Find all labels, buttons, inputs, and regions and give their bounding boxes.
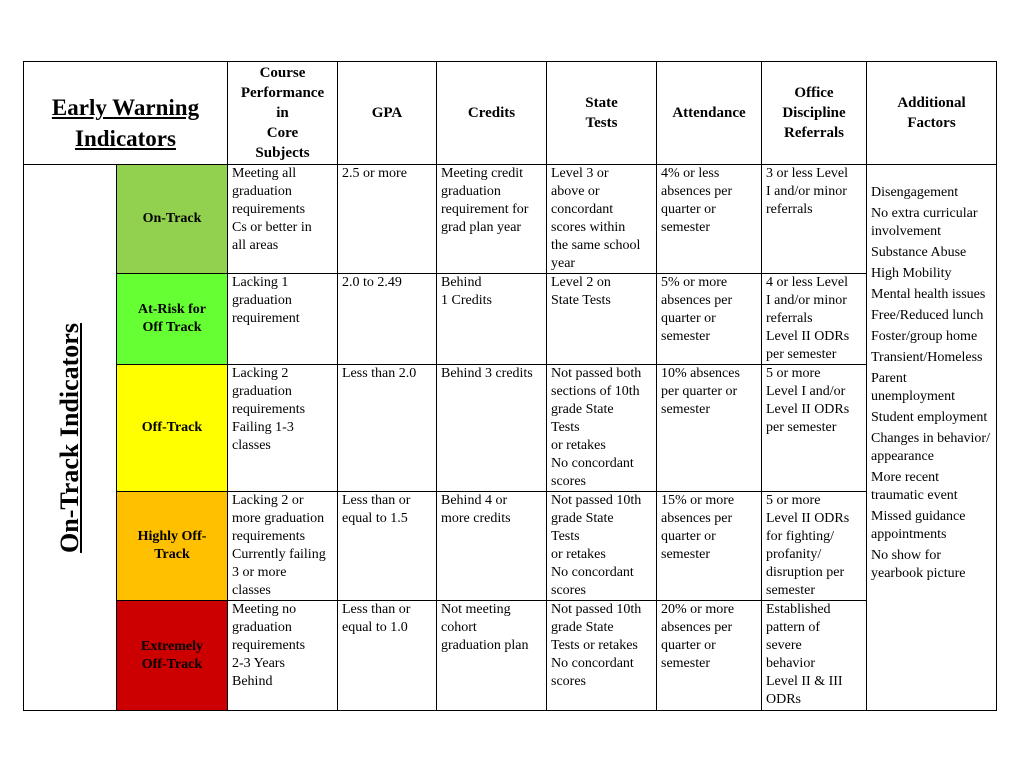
cell-course-performance: Meeting all graduation requirements Cs or better in all areas bbox=[228, 165, 338, 274]
cell-gpa: 2.0 to 2.49 bbox=[338, 274, 437, 365]
additional-factor-item: Free/Reduced lunch bbox=[871, 308, 984, 323]
table-row-on-track bbox=[24, 165, 997, 274]
additional-factor-item: Missed guidance appointments bbox=[871, 509, 966, 542]
additional-factor-item: Substance Abuse bbox=[871, 245, 967, 260]
cell-credits: Behind 4 or more credits bbox=[437, 492, 547, 601]
cell-office-discipline: Established pattern of severe behavior Level II & III ODRs bbox=[762, 601, 867, 711]
table-row-at-risk bbox=[24, 274, 997, 365]
additional-factor-item: High Mobility bbox=[871, 266, 952, 281]
header-gpa: GPA bbox=[338, 62, 437, 165]
cell-attendance: 15% or more absences per quarter or semester bbox=[657, 492, 762, 601]
indicators-table bbox=[23, 61, 997, 711]
additional-factor-item: No show for yearbook picture bbox=[871, 548, 966, 581]
cell-gpa: Less than or equal to 1.0 bbox=[338, 601, 437, 711]
header-additional-factors: Additional Factors bbox=[867, 62, 997, 165]
additional-factor-item: Mental health issues bbox=[871, 287, 986, 302]
cell-course-performance: Meeting no graduation requirements 2-3 Years Behind bbox=[228, 601, 338, 711]
additional-factor-item: Disengagement bbox=[871, 185, 959, 200]
cell-credits: Behind 3 credits bbox=[437, 365, 547, 492]
cell-office-discipline: 5 or more Level II ODRs for fighting/ profanity/ disruption per semester bbox=[762, 492, 867, 601]
cell-state-tests: Not passed 10th grade State Tests or retakes No concordant scores bbox=[547, 492, 657, 601]
cell-office-discipline: 3 or less Level I and/or minor referrals bbox=[762, 165, 867, 274]
cell-gpa: Less than or equal to 1.5 bbox=[338, 492, 437, 601]
additional-factors-cell bbox=[867, 165, 997, 711]
additional-factor-item: Student employment bbox=[871, 410, 988, 425]
table-row-off-track bbox=[24, 365, 997, 492]
cell-gpa: 2.5 or more bbox=[338, 165, 437, 274]
status-off-track: Off-Track bbox=[117, 365, 228, 492]
header-office-discipline-referrals: Office Discipline Referrals bbox=[762, 62, 867, 165]
cell-state-tests: Not passed both sections of 10th grade State Tests or retakes No concordant scores bbox=[547, 365, 657, 492]
cell-course-performance: Lacking 1 graduation requirement bbox=[228, 274, 338, 365]
cell-course-performance: Lacking 2 graduation requirements Failing 1-3 classes bbox=[228, 365, 338, 492]
header-credits: Credits bbox=[437, 62, 547, 165]
cell-office-discipline: 4 or less Level I and/or minor referrals Level II ODRs per semester bbox=[762, 274, 867, 365]
table-row-extremely-off-track bbox=[24, 601, 997, 711]
side-label-cell bbox=[24, 165, 117, 711]
cell-attendance: 20% or more absences per quarter or semester bbox=[657, 601, 762, 711]
additional-factors-list bbox=[871, 184, 992, 583]
status-on-track: On-Track bbox=[117, 165, 228, 274]
status-highly-off-track: Highly Off- Track bbox=[117, 492, 228, 601]
additional-factor-item: Transient/Homeless bbox=[871, 350, 983, 365]
cell-gpa: Less than 2.0 bbox=[338, 365, 437, 492]
title-cell bbox=[24, 62, 228, 165]
cell-office-discipline: 5 or more Level I and/or Level II ODRs per semester bbox=[762, 365, 867, 492]
additional-factor-item: Changes in behavior/ appearance bbox=[871, 431, 990, 464]
cell-credits: Meeting credit graduation requirement for grad plan year bbox=[437, 165, 547, 274]
cell-credits: Behind 1 Credits bbox=[437, 274, 547, 365]
cell-state-tests: Level 2 on State Tests bbox=[547, 274, 657, 365]
cell-state-tests: Level 3 or above or concordant scores within the same school year bbox=[547, 165, 657, 274]
cell-course-performance: Lacking 2 or more graduation requirements Currently failing 3 or more classes bbox=[228, 492, 338, 601]
status-at-risk: At-Risk for Off Track bbox=[117, 274, 228, 365]
additional-factor-item: Parent unemployment bbox=[871, 371, 955, 404]
table-row-highly-off-track bbox=[24, 492, 997, 601]
cell-state-tests: Not passed 10th grade State Tests or retakes No concordant scores bbox=[547, 601, 657, 711]
header-row bbox=[24, 62, 997, 165]
status-extremely-off-track: Extremely Off-Track bbox=[117, 601, 228, 711]
additional-factor-item: Foster/group home bbox=[871, 329, 978, 344]
cell-credits: Not meeting cohort graduation plan bbox=[437, 601, 547, 711]
cell-attendance: 5% or more absences per quarter or semester bbox=[657, 274, 762, 365]
table-title: Early Warning Indicators bbox=[51, 95, 200, 151]
early-warning-indicators-sheet bbox=[23, 61, 997, 711]
additional-factor-item: No extra curricular involvement bbox=[871, 206, 978, 239]
cell-attendance: 4% or less absences per quarter or semester bbox=[657, 165, 762, 274]
header-attendance: Attendance bbox=[657, 62, 762, 165]
header-state-tests: State Tests bbox=[547, 62, 657, 165]
additional-factor-item: More recent traumatic event bbox=[871, 470, 958, 503]
side-label: On-Track Indicators bbox=[55, 322, 84, 553]
header-course-performance: Course Performance in Core Subjects bbox=[228, 62, 338, 165]
cell-attendance: 10% absences per quarter or semester bbox=[657, 365, 762, 492]
